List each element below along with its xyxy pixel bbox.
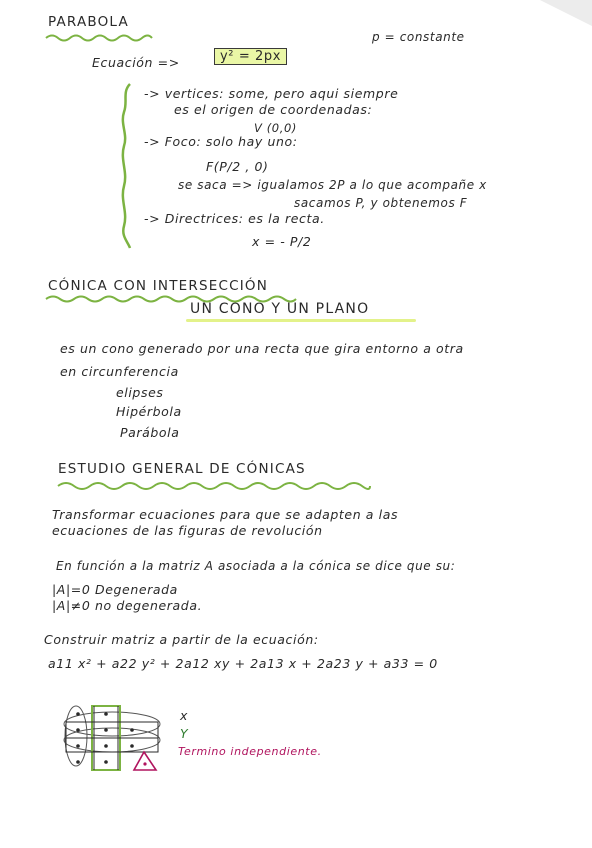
directrices-line: -> Directrices: es la recta. xyxy=(144,211,325,226)
conica-title-2: UN CONO Y UN PLANO xyxy=(190,301,370,317)
legend-x: x xyxy=(180,708,188,723)
estudio-line-1: Transformar ecuaciones para que se adapten a las xyxy=(52,507,399,522)
parabola-bracket xyxy=(118,82,134,250)
matrix-diagram xyxy=(60,702,166,774)
vertices-line-2: es el origen de coordenadas: xyxy=(174,102,373,117)
estudio-line-3: En función a la matriz A asociada a la cónica se dice que su: xyxy=(56,559,456,573)
legend-y: Y xyxy=(180,726,189,741)
conica-desc-1: es un cono generado por una recta que gira entorno a otra xyxy=(60,341,464,356)
foco-line: -> Foco: solo hay uno: xyxy=(144,134,298,149)
conica-title-1: CÓNICA CON INTERSECCIÓN xyxy=(48,278,269,294)
se-saca-line: se saca => igualamos 2P a lo que acompañe x xyxy=(178,178,487,192)
general-conic-equation: a11 x² + a22 y² + 2a12 xy + 2a13 x + 2a23 y + a33 = 0 xyxy=(48,656,438,671)
type-elipses: elipses xyxy=(116,385,164,400)
conica-desc-2: en circunferencia xyxy=(60,364,179,379)
estudio-underline xyxy=(56,478,374,492)
sacamos-line: sacamos P, y obtenemos F xyxy=(294,196,468,210)
estudio-line-2: ecuaciones de las figuras de revolución xyxy=(52,523,323,538)
parabola-title: PARABOLA xyxy=(48,14,129,30)
foco-point: F(P/2 , 0) xyxy=(206,159,269,174)
vertex-point: V (0,0) xyxy=(254,121,297,135)
estudio-title: ESTUDIO GENERAL DE CÓNICAS xyxy=(58,461,306,477)
equation-label: Ecuación => xyxy=(92,55,180,70)
parabola-equation: y² = 2px xyxy=(214,48,287,65)
directriz-equation: x = - P/2 xyxy=(252,234,312,249)
type-parabola: Parábola xyxy=(120,425,180,440)
conica-underline-2 xyxy=(186,319,416,322)
legend-term: Termino independiente. xyxy=(178,745,322,758)
determinant-nonzero: |A|≠0 no degenerada. xyxy=(52,598,203,613)
estudio-line-6: Construir matriz a partir de la ecuación: xyxy=(44,632,319,647)
vertices-line: -> vertices: some, pero aqui siempre xyxy=(144,86,399,101)
p-constant-note: p = constante xyxy=(372,30,465,44)
determinant-zero: |A|=0 Degenerada xyxy=(52,582,178,597)
type-hiperbola: Hipérbola xyxy=(116,404,182,419)
parabola-title-underline xyxy=(44,33,154,43)
page-corner-shadow xyxy=(540,0,592,26)
